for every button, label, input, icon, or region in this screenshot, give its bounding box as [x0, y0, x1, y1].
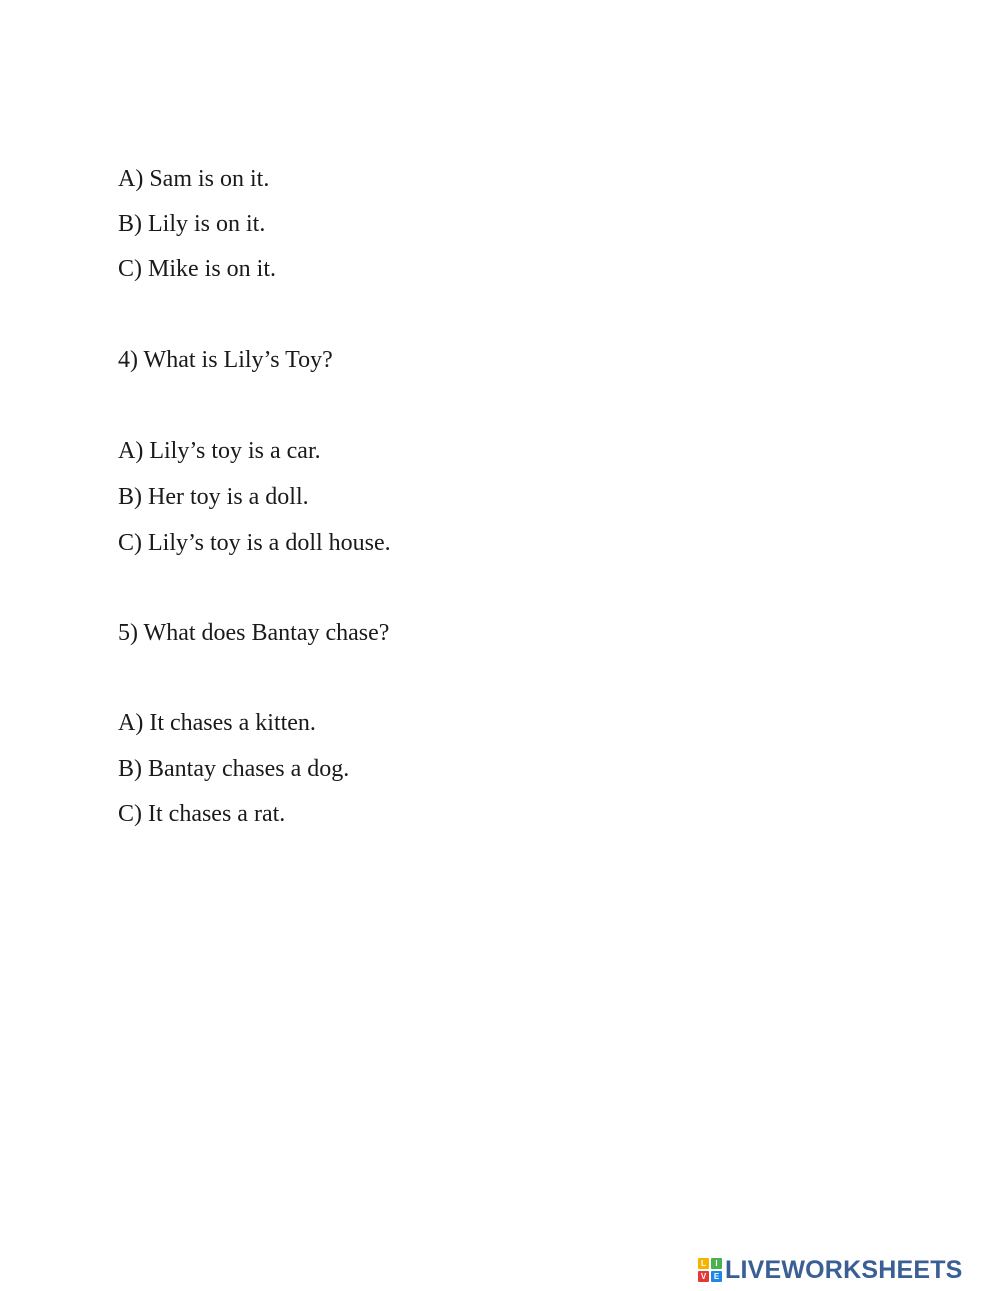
question-5: 5) What does Bantay chase? — [118, 620, 390, 646]
q4-option-c: C) Lily’s toy is a doll house. — [118, 530, 391, 556]
logo-mark-cell: L — [698, 1258, 709, 1269]
q3-option-c: C) Mike is on it. — [118, 256, 277, 282]
logo-mark-icon — [698, 1258, 722, 1282]
question-4: 4) What is Lily’s Toy? — [118, 347, 333, 373]
q3-option-a: A) Sam is on it. — [118, 166, 270, 192]
logo-text: LIVEWORKSHEETS — [725, 1256, 963, 1284]
q4-option-a: A) Lily’s toy is a car. — [118, 438, 321, 464]
logo-mark-cell: I — [711, 1258, 722, 1269]
q5-option-a: A) It chases a kitten. — [118, 710, 316, 736]
logo-mark-cell: E — [711, 1271, 722, 1282]
q5-option-c: C) It chases a rat. — [118, 801, 286, 827]
q3-option-b: B) Lily is on it. — [118, 211, 266, 237]
q5-option-b: B) Bantay chases a dog. — [118, 756, 350, 782]
liveworksheets-logo — [698, 1255, 963, 1285]
q4-option-b: B) Her toy is a doll. — [118, 484, 309, 510]
logo-mark-cell: V — [698, 1271, 709, 1282]
